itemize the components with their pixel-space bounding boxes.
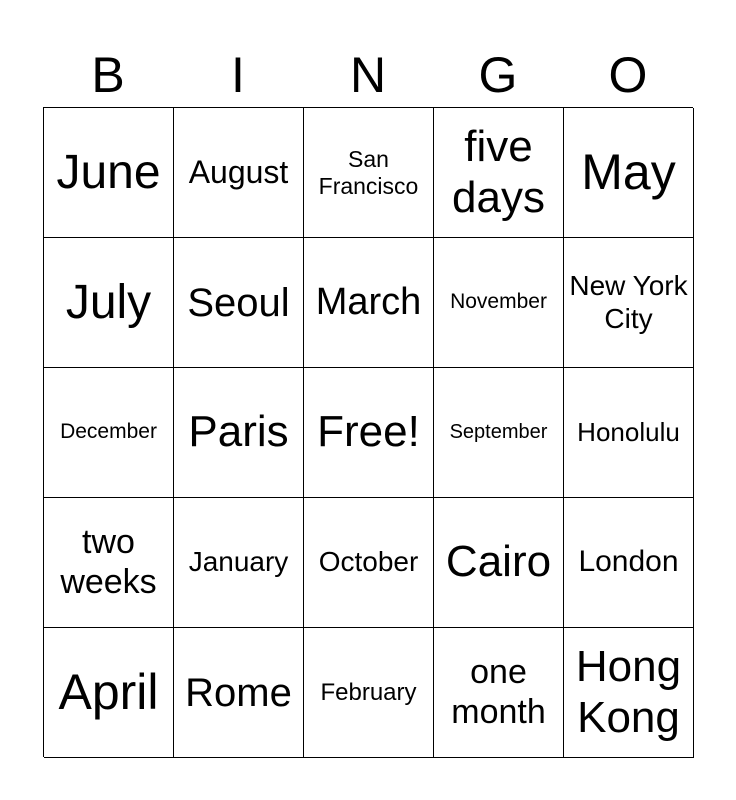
- cell-label: San Francisco: [318, 146, 419, 199]
- bingo-header: [43, 44, 693, 106]
- free-space-cell[interactable]: [304, 368, 434, 498]
- bingo-board: [43, 107, 693, 757]
- bingo-cell[interactable]: [174, 108, 304, 238]
- cell-label: February: [320, 678, 417, 706]
- bingo-cell[interactable]: [44, 238, 174, 368]
- cell-label: July: [65, 275, 152, 329]
- bingo-cell[interactable]: [44, 368, 174, 498]
- cell-label: April: [58, 663, 159, 720]
- bingo-cell[interactable]: [304, 108, 434, 238]
- free-space-label: Free!: [317, 407, 420, 457]
- bingo-cell[interactable]: [174, 498, 304, 628]
- bingo-cell[interactable]: [44, 628, 174, 758]
- bingo-cell[interactable]: [174, 238, 304, 368]
- cell-label: one month: [451, 653, 546, 731]
- bingo-cell[interactable]: [174, 628, 304, 758]
- cell-label: London: [578, 545, 679, 579]
- cell-label: November: [450, 290, 547, 314]
- cell-label: Hong Kong: [575, 641, 682, 742]
- cell-label: Rome: [185, 670, 292, 715]
- bingo-cell[interactable]: [434, 628, 564, 758]
- bingo-cell[interactable]: [304, 628, 434, 758]
- cell-label: New York City: [569, 270, 688, 334]
- cell-label: January: [188, 546, 289, 578]
- bingo-cell[interactable]: [44, 108, 174, 238]
- cell-label: May: [581, 143, 676, 200]
- cell-label: October: [318, 546, 419, 578]
- bingo-cell[interactable]: [564, 368, 694, 498]
- bingo-cell[interactable]: [564, 498, 694, 628]
- cell-label: September: [449, 421, 548, 443]
- cell-label: Honolulu: [577, 416, 680, 447]
- header-letter-i: I: [231, 47, 245, 103]
- bingo-cell[interactable]: [174, 368, 304, 498]
- cell-label: two weeks: [60, 523, 157, 601]
- bingo-cell[interactable]: [434, 368, 564, 498]
- cell-label: five days: [452, 121, 545, 222]
- header-letter-g: G: [478, 47, 518, 103]
- cell-label: August: [188, 154, 289, 191]
- cell-label: Paris: [188, 407, 289, 457]
- bingo-cell[interactable]: [564, 108, 694, 238]
- bingo-cell[interactable]: [434, 238, 564, 368]
- bingo-cell[interactable]: [434, 498, 564, 628]
- header-letter-o: O: [608, 47, 648, 103]
- bingo-cell[interactable]: [304, 498, 434, 628]
- cell-label: Cairo: [445, 537, 552, 587]
- bingo-cell[interactable]: [564, 238, 694, 368]
- header-letter-b: B: [91, 47, 125, 103]
- header-letter-n: N: [349, 47, 387, 103]
- bingo-cell[interactable]: [44, 498, 174, 628]
- cell-label: Seoul: [187, 280, 290, 325]
- cell-label: March: [315, 280, 422, 323]
- bingo-cell[interactable]: [304, 238, 434, 368]
- cell-label: June: [56, 145, 161, 199]
- bingo-cell[interactable]: [564, 628, 694, 758]
- cell-label: December: [60, 420, 157, 444]
- bingo-cell[interactable]: [434, 108, 564, 238]
